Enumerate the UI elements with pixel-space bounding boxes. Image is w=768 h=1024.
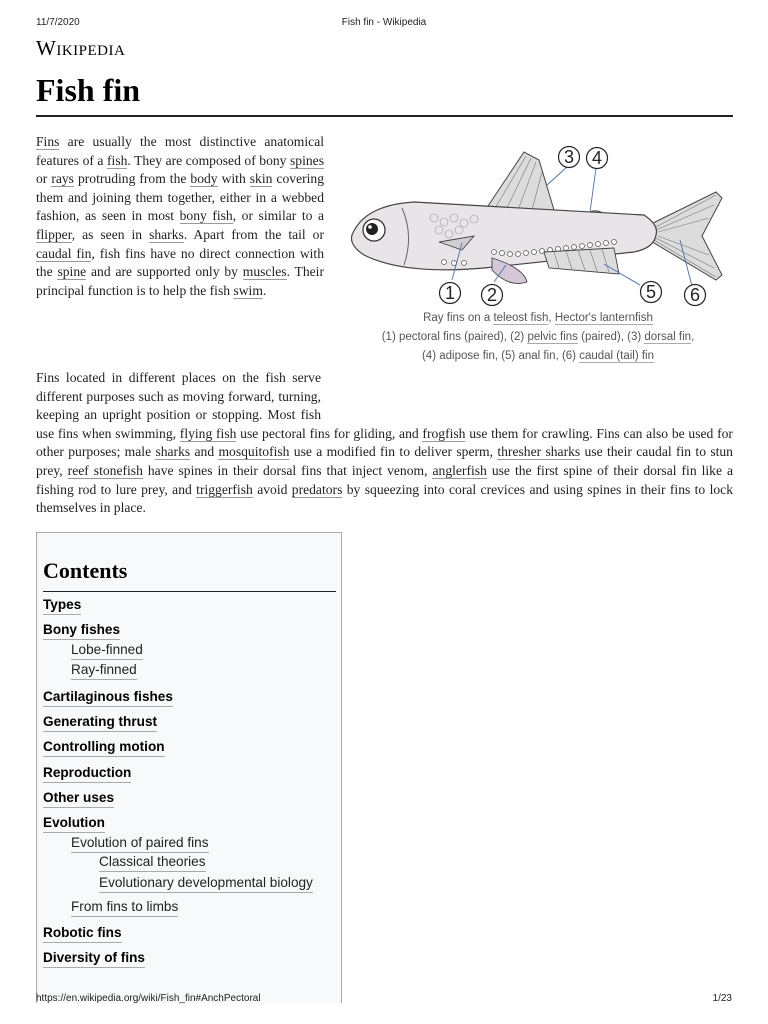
toc-item[interactable]: Ray-finned (71, 661, 137, 680)
article-link[interactable]: anglerfish (432, 462, 487, 478)
toc-item[interactable]: Cartilaginous fishes (43, 688, 173, 707)
intro-paragraph (36, 133, 324, 300)
hectors-lanternfish-link[interactable]: Hector's lanternfish (554, 312, 653, 324)
teleost-fish-link[interactable]: teleost fish (493, 312, 549, 324)
article-link[interactable]: spine (57, 264, 87, 280)
article-link[interactable]: sharks (149, 226, 184, 242)
toc-title: Contents (43, 558, 128, 583)
article-text: use a modified fin to deliver sperm, (289, 444, 498, 460)
page-title: Fish fin (36, 72, 141, 108)
article-link[interactable]: swim (233, 282, 263, 298)
caption-line-2 (344, 328, 732, 347)
article-text: Fins located in different places on the fish serve different purposes such as moving forward, turning, keeping an upright position or stopping. Most fish use fins when swimming, (36, 370, 321, 441)
article-text: , or similar to a (232, 208, 324, 224)
fig-label-6: 6 (689, 285, 701, 305)
fig-label-4: 4 (591, 148, 603, 168)
wikipedia-logo[interactable] (36, 36, 125, 61)
title-divider (36, 115, 733, 117)
caption-text: (paired), (3) (577, 331, 645, 343)
wikipedia-logo-text: Wikipedia (36, 36, 126, 60)
print-page-number: 1/23 (712, 993, 732, 1004)
article-link[interactable]: predators (291, 481, 343, 497)
caption-line-1 (344, 309, 732, 328)
article-link[interactable]: triggerfish (196, 481, 253, 497)
article-link[interactable]: skin (249, 171, 273, 187)
article-text: . (262, 282, 267, 298)
toc-item[interactable]: Types (43, 596, 81, 615)
toc-item[interactable]: Generating thrust (43, 713, 157, 732)
caption-text: , (548, 312, 555, 324)
article-link[interactable]: Fins (36, 134, 60, 149)
article-text: use pectoral fins for gliding, and (236, 425, 423, 441)
caudal-fin-link[interactable]: caudal (tail) fin (579, 350, 655, 362)
article-text: or (36, 171, 52, 187)
toc-item[interactable]: Evolutionary developmental biology (99, 874, 313, 893)
toc-item[interactable]: Evolution (43, 814, 105, 833)
article-link[interactable]: bony fish (179, 208, 233, 224)
article-link[interactable]: rays (51, 171, 74, 187)
article-link[interactable]: flipper (36, 226, 72, 242)
article-text: and are supported only by (86, 264, 243, 280)
article-text: use their caudal fin to stun prey, (36, 444, 733, 478)
fig-label-5: 5 (645, 282, 657, 302)
print-header (36, 17, 732, 31)
toc-divider (43, 591, 336, 592)
caption-text: , (691, 331, 695, 343)
article-link[interactable]: mosquitofish (218, 444, 290, 460)
toc-item[interactable]: Bony fishes (43, 621, 120, 640)
article-text: , fish fins have no direct connection with the (36, 245, 324, 280)
article-link[interactable]: body (190, 171, 218, 187)
fig-label-1: 1 (444, 283, 456, 303)
article-text: with (217, 171, 250, 187)
toc-item[interactable]: Reproduction (43, 764, 131, 783)
print-url: https://en.wikipedia.org/wiki/Fish_fin#AnchPectoral (36, 993, 261, 1004)
caption-line-3 (344, 347, 732, 366)
toc-item[interactable]: Diversity of fins (43, 949, 145, 968)
article-text: , as seen in (71, 226, 150, 242)
article-text: by squeezing into coral crevices and using spines in their fins to lock themselves in place. (36, 481, 734, 516)
article-text: . They are composed of bony (127, 152, 291, 168)
article-link[interactable]: spines (290, 152, 324, 168)
print-date: 11/7/2020 (36, 17, 80, 28)
fig-label-3: 3 (563, 147, 575, 167)
article-text: avoid (252, 481, 292, 497)
article-text: covering them and joining them together, either in a webbed fashion, as seen in most (36, 171, 324, 224)
pelvic-fins-link[interactable]: pelvic fins (527, 331, 578, 343)
article-link[interactable]: thresher sharks (497, 444, 581, 460)
article-text: . Their principal function is to help the fish (36, 264, 324, 298)
print-page-title: Fish fin - Wikipedia (341, 17, 427, 28)
print-footer (36, 993, 732, 1004)
article-text: use the first spine of their dorsal fin like a fishing rod to lure prey, and (36, 462, 734, 497)
fig-label-2: 2 (486, 285, 498, 305)
caption-text: Ray fins on a (423, 312, 494, 324)
article-text: . Apart from the tail or (183, 226, 325, 242)
toc-item[interactable]: Controlling motion (43, 738, 165, 757)
toc-item[interactable]: Classical theories (99, 853, 206, 872)
article-link[interactable]: reef stonefish (67, 462, 143, 478)
toc-item[interactable]: Other uses (43, 789, 114, 808)
article-text: protruding from the (73, 171, 191, 187)
article-text: use them for crawling. Fins can also be used for other purposes; male (36, 425, 733, 460)
article-link[interactable]: sharks (155, 444, 191, 460)
figure-caption (344, 309, 732, 366)
article-link[interactable]: fish (107, 152, 128, 168)
toc-item[interactable]: Evolution of paired fins (71, 834, 209, 853)
article-text: and (190, 444, 219, 460)
article-text: have spines in their dorsal fins that inject venom, (142, 462, 433, 478)
caption-text: (1) pectoral fins (paired), (2) (381, 331, 528, 343)
dorsal-fin-link[interactable]: dorsal fin (644, 331, 692, 343)
article-link[interactable]: caudal fin (36, 245, 92, 261)
toc-item[interactable]: From fins to limbs (71, 898, 178, 917)
fin-purposes-paragraph (36, 369, 733, 518)
caption-text: (4) adipose fin, (5) anal fin, (6) (421, 350, 580, 362)
article-link[interactable]: flying fish (179, 425, 237, 441)
lanternfish-diagram (344, 140, 734, 310)
article-link[interactable]: frogfish (422, 425, 466, 441)
article-link[interactable]: muscles (242, 264, 287, 280)
toc-item[interactable]: Robotic fins (43, 924, 122, 943)
table-of-contents (36, 532, 342, 1003)
toc-item[interactable]: Lobe-finned (71, 641, 143, 660)
article-text: are usually the most distinctive anatomical features of a (36, 134, 324, 168)
